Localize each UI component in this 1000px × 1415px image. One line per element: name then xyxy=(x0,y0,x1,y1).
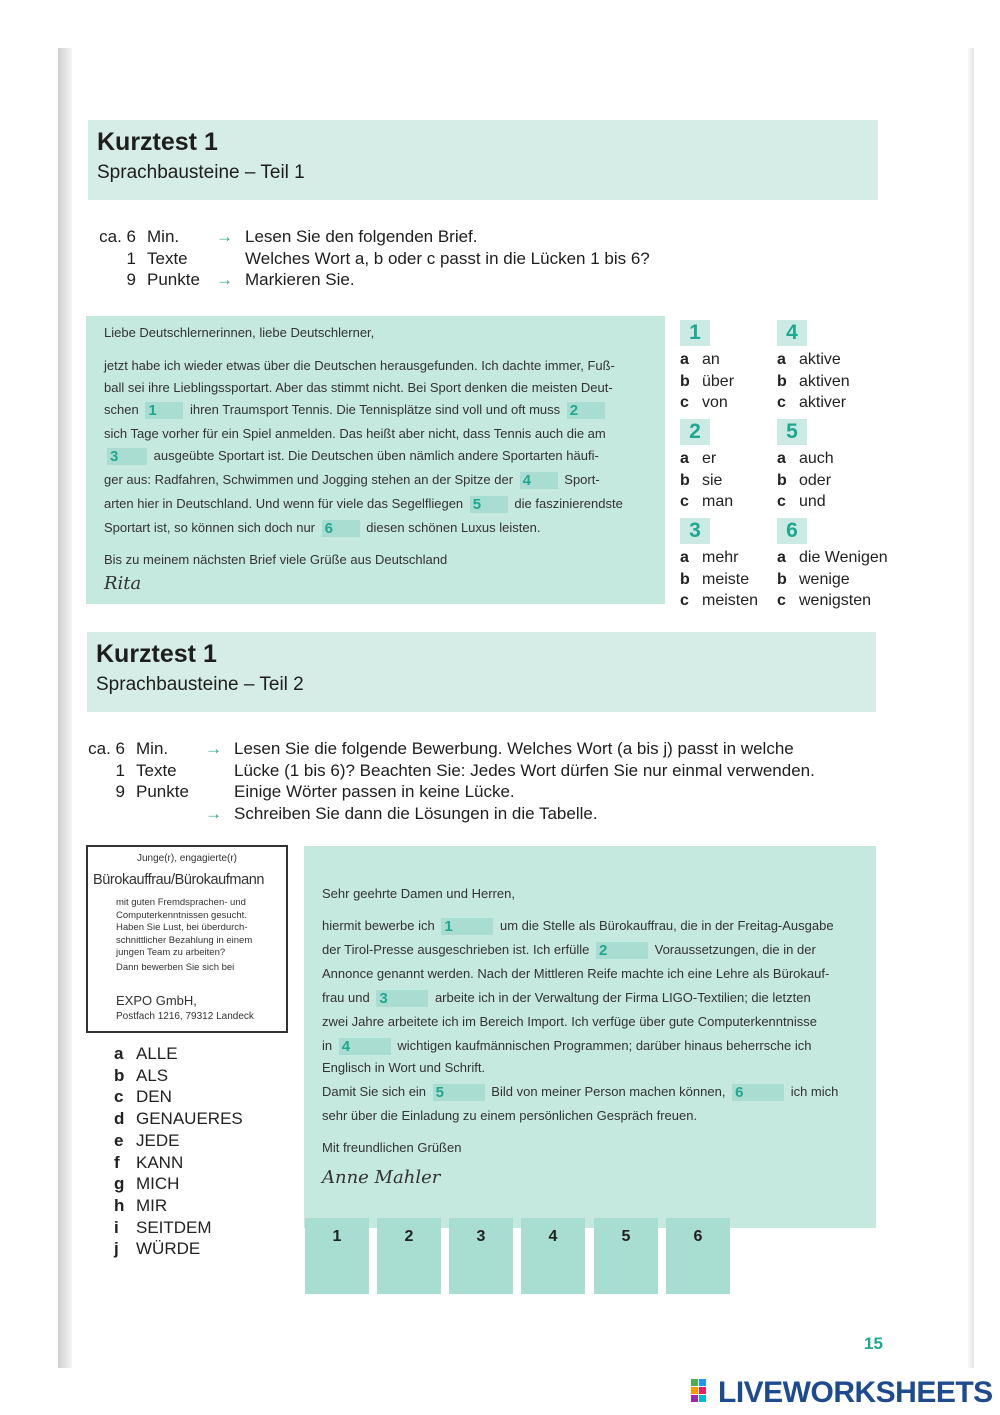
part1-title: Kurztest 1 xyxy=(97,128,218,156)
option-number: 1 xyxy=(680,320,710,346)
letter-line: arten hier in Deutschland. Und wenn für viele das Segelfliegen 5 die faszinierendste xyxy=(104,496,623,514)
letter-line: Annonce genannt werden. Nach der Mittleren Reife machte ich eine Lehre als Bürokauf- xyxy=(322,966,830,981)
option-number: 6 xyxy=(777,518,807,544)
option-6a[interactable]: a die Wenigen xyxy=(777,549,888,566)
letter-line: Damit Sie sich ein 5 Bild von meiner Person machen können, 6 ich mich xyxy=(322,1084,839,1102)
option-1a[interactable]: a an xyxy=(680,351,720,368)
option-3c[interactable]: c meisten xyxy=(680,592,759,609)
ad-desc: mit guten Fremdsprachen- und Computerkenntnissen gesucht. Haben Sie Lust, bei überdurch- schnittlicher Bezahlung in einem jungen Team zu arbeiten? Dann bewerben Sie sich bei xyxy=(116,897,253,973)
option-group-6 xyxy=(777,518,888,614)
part2-letter xyxy=(304,846,876,1228)
option-group-4 xyxy=(777,320,850,416)
option-1c[interactable]: c von xyxy=(680,394,728,411)
letter-line: schen 1 ihren Traumsport Tennis. Die Tennisplätze sind voll und oft muss 2 xyxy=(104,398,608,422)
ad-company: EXPO GmbH, xyxy=(116,993,197,1008)
gap-4[interactable]: 4 xyxy=(339,1038,391,1055)
word-item: b ALS xyxy=(114,1065,169,1085)
letter-line: frau und 3 arbeite ich in der Verwaltung der Firma LIGO-Textilien; die letzten xyxy=(322,990,811,1008)
part2-instructions: ca. 6 Min. → Lesen Sie die folgende Bewerbung. Welches Wort (a bis j) passt in welche 1 Texte Lücke (1 bis 6)? Beachten Sie: Jedes Wort dürfen Sie nur einmal verwenden. 9 Punkte Einige Wörter passen in keine Lücke. → Schreiben Sie dann die Lösungen in die Tabelle. xyxy=(88,739,815,823)
answer-cell-5[interactable]: 5 xyxy=(594,1218,658,1294)
ad-job: Bürokauffrau/Bürokaufmann xyxy=(93,872,265,888)
brand-name: LIVEWORKSHEETS xyxy=(718,1376,993,1409)
option-group-2 xyxy=(680,419,733,515)
gap-1[interactable]: 1 xyxy=(145,402,183,419)
option-6c[interactable]: c wenigsten xyxy=(777,592,872,609)
gap-3[interactable]: 3 xyxy=(107,448,147,465)
gap-2[interactable]: 2 xyxy=(567,402,605,419)
gap-6[interactable]: 6 xyxy=(322,520,360,537)
part1-instructions: ca. 6 Min. → Lesen Sie den folgenden Brief. 1 Texte Welches Wort a, b oder c passt in die Lücken 1 bis 6? 9 Punkte → Markieren Sie. xyxy=(99,227,650,289)
letter-line: in 4 wichtigen kaufmännischen Programmen; darüber hinaus beherrsche ich xyxy=(322,1038,812,1056)
letter-line: Sportart ist, so können sich doch nur 6 diesen schönen Luxus leisten. xyxy=(104,520,541,538)
part2-subtitle: Sprachbausteine – Teil 2 xyxy=(96,674,304,695)
option-3b[interactable]: b meiste xyxy=(680,570,750,588)
letter-line: sehr über die Einladung zu einem persönlichen Gespräch freuen. xyxy=(322,1108,698,1123)
page-number: 15 xyxy=(864,1334,883,1353)
letter-signature: Rita xyxy=(104,573,142,594)
ad-top: Junge(r), engagierte(r) xyxy=(136,853,238,864)
option-number: 3 xyxy=(680,518,710,544)
letter-line: 3 ausgeübte Sportart ist. Die Deutschen üben nämlich andere Sportarten häufi- xyxy=(104,444,599,468)
arrow-right-icon: → xyxy=(205,739,222,758)
option-number: 2 xyxy=(680,419,710,445)
option-group-3 xyxy=(680,518,758,614)
arrow-right-icon: → xyxy=(216,227,233,246)
word-item: h MIR xyxy=(114,1195,168,1215)
answer-cell-3[interactable]: 3 xyxy=(449,1218,513,1294)
answer-cell-2[interactable]: 2 xyxy=(377,1218,441,1294)
option-4a[interactable]: a aktive xyxy=(777,351,841,368)
letter-closing: Mit freundlichen Grüßen xyxy=(322,1140,462,1155)
option-6b[interactable]: b wenige xyxy=(777,570,850,588)
word-item: d GENAUERES xyxy=(114,1109,243,1129)
word-item: j WÜRDE xyxy=(114,1239,201,1259)
word-item: c DEN xyxy=(114,1087,172,1107)
letter-signature: Anne Mahler xyxy=(322,1167,441,1188)
ad-address: Postfach 1216, 79312 Landeck xyxy=(116,1011,254,1022)
arrow-right-icon: → xyxy=(205,803,222,823)
part1-letter xyxy=(86,316,665,604)
letter-line: der Tirol-Presse ausgeschrieben ist. Ich erfülle 2 Voraussetzungen, die in der xyxy=(322,942,816,960)
option-5c[interactable]: c und xyxy=(777,493,826,510)
option-number: 4 xyxy=(777,320,807,346)
part1-subtitle: Sprachbausteine – Teil 1 xyxy=(97,162,305,183)
option-group-5 xyxy=(777,419,834,515)
word-item: g MICH xyxy=(114,1174,180,1194)
gap-5[interactable]: 5 xyxy=(470,496,508,513)
gap-4[interactable]: 4 xyxy=(520,472,558,489)
letter-line: ball sei ihre Lieblingssportart. Aber das stimmt nicht. Bei Sport denken die meisten Deut- xyxy=(104,380,613,395)
letter-line: zwei Jahre arbeitete ich im Bereich Import. Ich verfüge über gute Computerkenntnisse xyxy=(322,1014,817,1029)
letter-line: jetzt habe ich wieder etwas über die Deutschen herausgefunden. Ich dachte immer, Fuß- xyxy=(104,358,615,373)
gap-1[interactable]: 1 xyxy=(441,918,493,935)
word-item: e JEDE xyxy=(114,1130,180,1150)
option-3a[interactable]: a mehr xyxy=(680,549,739,566)
option-4c[interactable]: c aktiver xyxy=(777,394,847,411)
answer-cell-4[interactable]: 4 xyxy=(521,1218,585,1294)
gap-3[interactable]: 3 xyxy=(376,990,428,1007)
arrow-right-icon: → xyxy=(216,270,233,289)
page-shadow-left xyxy=(58,48,72,1368)
word-item: i SEITDEM xyxy=(114,1217,212,1237)
part2-title: Kurztest 1 xyxy=(96,640,217,668)
job-ad xyxy=(86,845,288,1033)
letter-line: Englisch in Wort und Schrift. xyxy=(322,1060,486,1075)
word-list xyxy=(114,1043,243,1260)
option-group-1 xyxy=(680,320,734,416)
answer-cell-6[interactable]: 6 xyxy=(666,1218,730,1294)
option-4b[interactable]: b aktiven xyxy=(777,372,850,390)
letter-closing: Bis zu meinem nächsten Brief viele Grüße aus Deutschland xyxy=(104,552,448,567)
option-5b[interactable]: b oder xyxy=(777,471,832,489)
letter-line: sich Tage vorher für ein Spiel anmelden. Das heißt aber nicht, dass Tennis auch die am xyxy=(104,426,606,441)
letter-line: hiermit bewerbe ich 1 um die Stelle als Bürokauffrau, die in der Freitag-Ausgabe xyxy=(322,918,834,936)
liveworksheets-logo-icon xyxy=(690,1378,716,1404)
gap-5[interactable]: 5 xyxy=(433,1084,485,1101)
option-number: 5 xyxy=(777,419,807,445)
word-item: f KANN xyxy=(114,1152,184,1172)
option-2b[interactable]: b sie xyxy=(680,471,723,489)
option-2a[interactable]: a er xyxy=(680,450,717,467)
gap-6[interactable]: 6 xyxy=(732,1084,784,1101)
option-1b[interactable]: b über xyxy=(680,372,735,390)
letter-line: ger aus: Radfahren, Schwimmen und Jogging stehen an der Spitze der 4 Sport- xyxy=(104,472,600,490)
word-item: a ALLE xyxy=(114,1044,178,1063)
letter-greeting: Sehr geehrte Damen und Herren, xyxy=(322,886,515,901)
option-2c[interactable]: c man xyxy=(680,493,734,510)
letter-greeting: Liebe Deutschlernerinnen, liebe Deutschlerner, xyxy=(104,325,375,340)
page-shadow-right xyxy=(968,48,974,1368)
answer-cell-1[interactable]: 1 xyxy=(305,1218,369,1294)
gap-2[interactable]: 2 xyxy=(596,942,648,959)
option-5a[interactable]: a auch xyxy=(777,450,834,467)
